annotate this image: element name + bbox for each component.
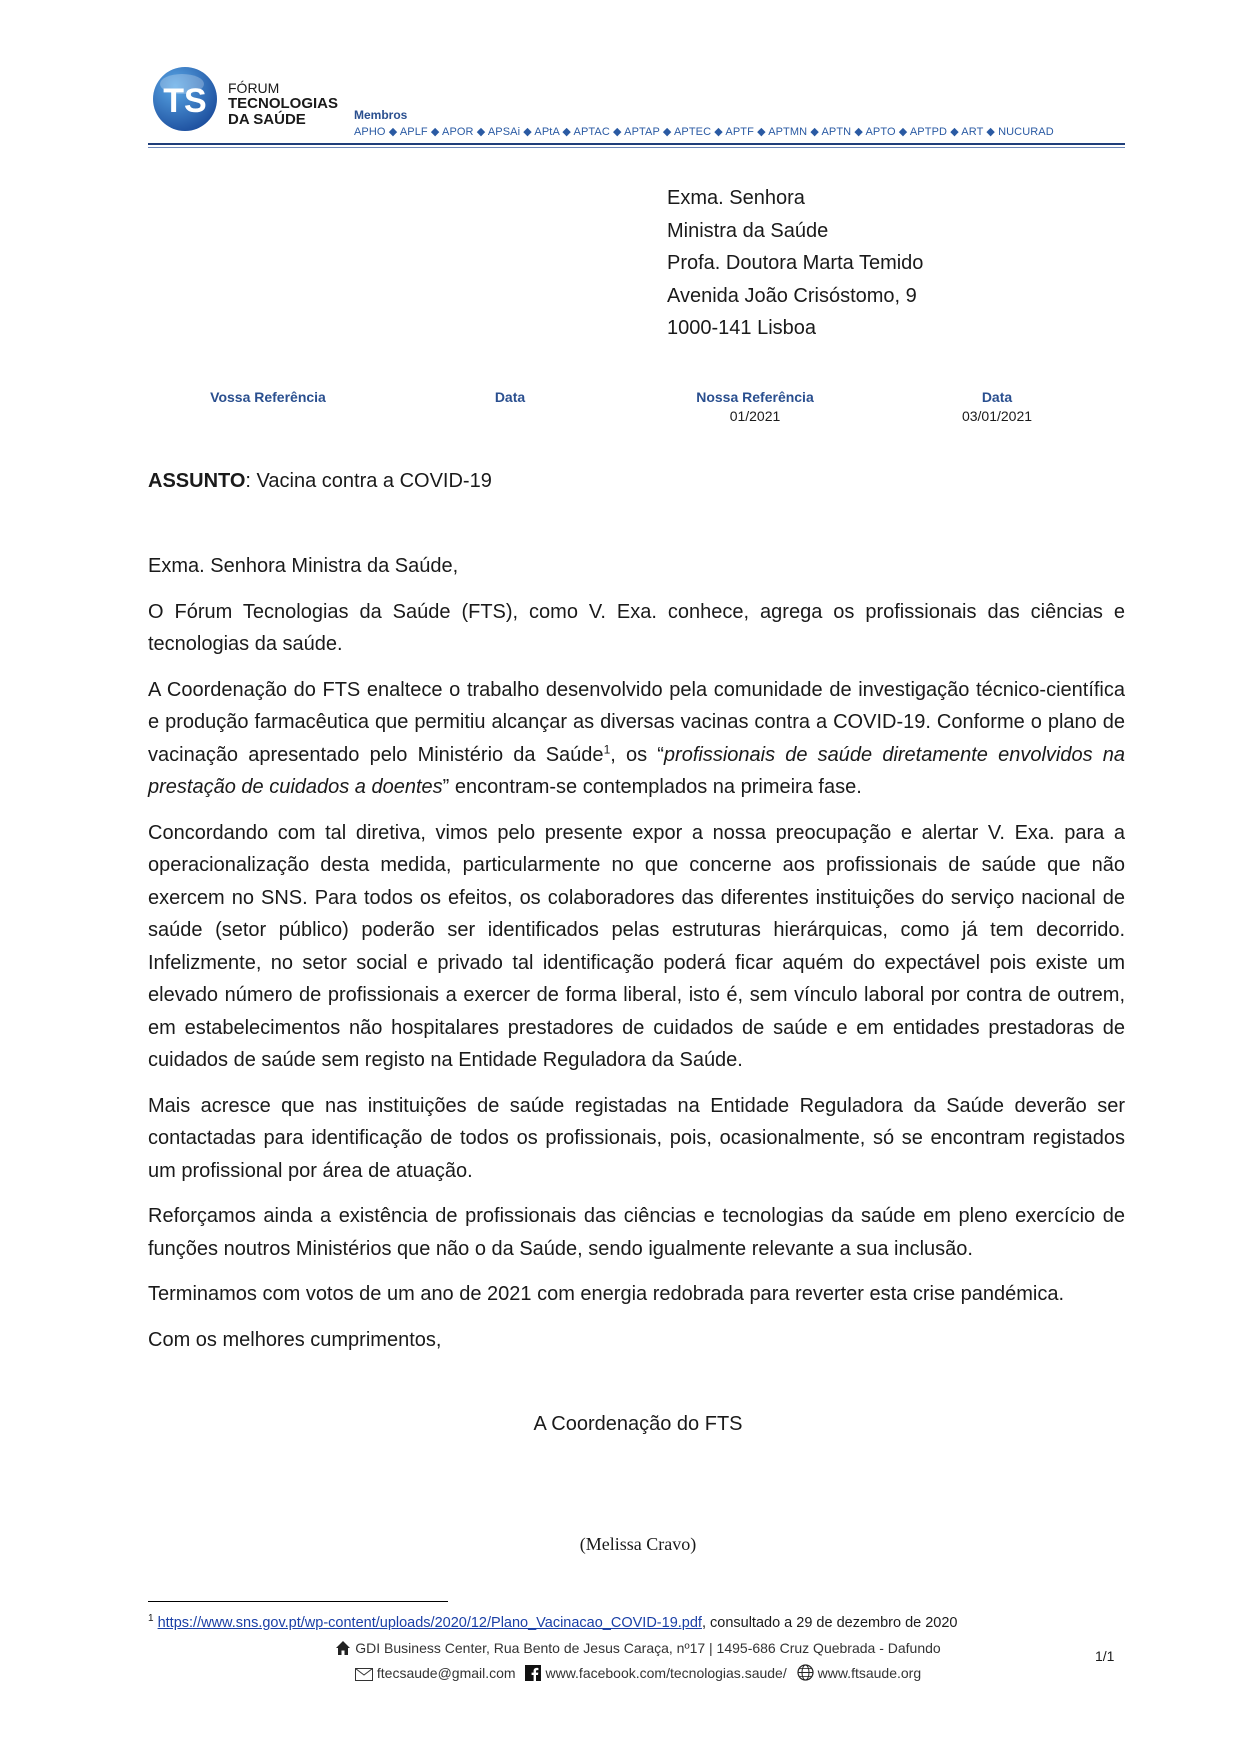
ref-vossa — [200, 389, 336, 405]
ref-data-1-label: Data — [494, 389, 526, 405]
address-line-1: Exma. Senhora — [667, 187, 805, 209]
facebook-icon — [525, 1665, 541, 1681]
address-line-3: Profa. Doutora Marta Temido — [667, 252, 924, 274]
greeting: Exma. Senhora Ministra da Saúde, — [148, 555, 459, 577]
ref-data-2-label: Data — [981, 389, 1013, 405]
footer-address-row — [0, 1640, 1240, 1656]
header-divider — [148, 143, 1125, 145]
logo-line-1: FÓRUM — [228, 80, 280, 96]
members-title: Membros — [354, 108, 408, 122]
logo-line-3: DA SAÚDE — [228, 111, 306, 128]
paragraph-7: Com os melhores cumprimentos, — [148, 1328, 442, 1351]
subject-text: : Vacina contra a COVID-19 — [245, 470, 492, 492]
footnote — [148, 1613, 958, 1631]
ref-nossa-label: Nossa Referência — [696, 389, 814, 405]
ref-data-2-value: 03/01/2021 — [961, 408, 1033, 424]
members-block — [354, 108, 1054, 138]
fts-logo-icon — [152, 66, 218, 132]
footnote-text: , consultado a 29 de dezembro de 2020 — [701, 1614, 958, 1631]
header-divider-thin — [148, 147, 1125, 148]
paragraph-6: Terminamos com votos de um ano de 2021 com energia redobrada para reverter esta crise pandémica. — [148, 1283, 1065, 1305]
paragraph-1: O Fórum Tecnologias da Saúde (FTS), como V. Exa. conhece, agrega os profissionais das ciências e tecnologias da saúde. — [148, 600, 1125, 655]
paragraph-2-text-a: A Coordenação do FTS enaltece o trabalho desenvolvido pela comunidade de investigação técnico-científica e produção farmacêutica que permitiu alcançar as diversas vacinas contra a COVID-19. Conforme o plano de vacinação apresentado pelo Ministério da Saúde — [148, 678, 1125, 766]
ref-data-2 — [947, 389, 1047, 424]
footnote-link[interactable]: https://www.sns.gov.pt/wp-content/uploads/2020/12/Plano_Vacinacao_COVID-19.pdf — [157, 1614, 702, 1631]
mail-icon — [355, 1668, 373, 1681]
address-line-4: Avenida João Crisóstomo, 9 — [667, 284, 917, 307]
members-list: APHO ◆ APLF ◆ APOR ◆ APSAi ◆ APtA ◆ APTAC ◆ APTAP ◆ APTEC ◆ APTF ◆ APTMN ◆ APTN ◆ APTO ◆ APTPD ◆ ART ◆ NUCURAD — [354, 126, 1054, 138]
footer-address: GDI Business Center, Rua Bento de Jesus Caraça, nº17 | 1495-686 Cruz Quebrada - Dafundo — [355, 1640, 941, 1656]
subject-line — [148, 470, 492, 493]
address-line-2: Ministra da Saúde — [667, 219, 829, 242]
footer-website[interactable]: www.ftsaude.org — [817, 1665, 922, 1681]
logo-line-2: TECNOLOGIAS — [228, 95, 339, 112]
footer-email[interactable]: ftecsaude@gmail.com — [376, 1665, 516, 1681]
address-line-5: 1000-141 Lisboa — [667, 317, 817, 339]
recipient-address — [667, 182, 923, 345]
page-number: 1/1 — [1095, 1648, 1115, 1664]
letter-body — [148, 550, 1125, 1369]
ref-data-1 — [470, 389, 550, 405]
paragraph-2-quote: profissionais de saúde diretamente envolvidos na prestação de cuidados a doentes — [148, 743, 1126, 798]
footnote-ref: 1 — [603, 741, 611, 756]
paragraph-5: Reforçamos ainda a existência de profissionais das ciências e tecnologias da saúde em pleno exercício de funções noutros Ministérios que não o da Saúde, sendo igualmente relevante a sua inclusão. — [148, 1205, 1125, 1260]
svg-text:TS: TS — [163, 82, 207, 120]
ref-vossa-label: Vossa Referência — [210, 389, 326, 405]
ref-nossa — [687, 389, 823, 424]
signature-name: (Melissa Cravo) — [579, 1534, 697, 1554]
footer-facebook[interactable]: www.facebook.com/tecnologias.saude/ — [545, 1665, 787, 1681]
paragraph-2 — [148, 674, 1125, 804]
home-icon — [335, 1640, 351, 1656]
logo-wordmark — [228, 80, 338, 128]
closing-org: A Coordenação do FTS — [533, 1413, 743, 1435]
paragraph-2-text-c: ” encontram-se contemplados na primeira fase. — [442, 776, 862, 798]
footnote-divider — [148, 1601, 448, 1602]
ref-nossa-value: 01/2021 — [729, 408, 781, 424]
footer-contact-row — [0, 1664, 1240, 1681]
paragraph-2-text-b: , os “ — [610, 743, 664, 766]
paragraph-4: Mais acresce que nas instituições de saúde registadas na Entidade Reguladora da Saúde deverão ser contactadas para identificação de todos os profissionais, pois, ocasionalmente, só se encontram registados um profissional por área de atuação. — [148, 1094, 1125, 1182]
paragraph-3: Concordando com tal diretiva, vimos pelo presente expor a nossa preocupação e alertar V. Exa. para a operacionalização desta medida, particularmente no que concerne aos profissionais de saúde que não exercem no SNS. Para todos os efeitos, os colaboradores das diferentes instituições do serviço nacional de saúde (setor público) poderão ser identificados pelas estruturas hierárquicas, como já tem decorrido. Infelizmente, no setor social e privado tal identificação poderá ficar aquém do expectável pois existe um elevado número de profissionais a exercer de forma liberal, isto é, sem vínculo laboral por contra de outrem, em estabelecimentos não hospitalares prestadores de cuidados de saúde e em entidades prestadoras de cuidados de saúde sem registo na Entidade Reguladora da Saúde. — [148, 821, 1125, 1071]
footnote-number: 1 — [148, 1613, 154, 1624]
globe-icon — [797, 1664, 814, 1681]
subject-label: ASSUNTO — [148, 470, 246, 492]
